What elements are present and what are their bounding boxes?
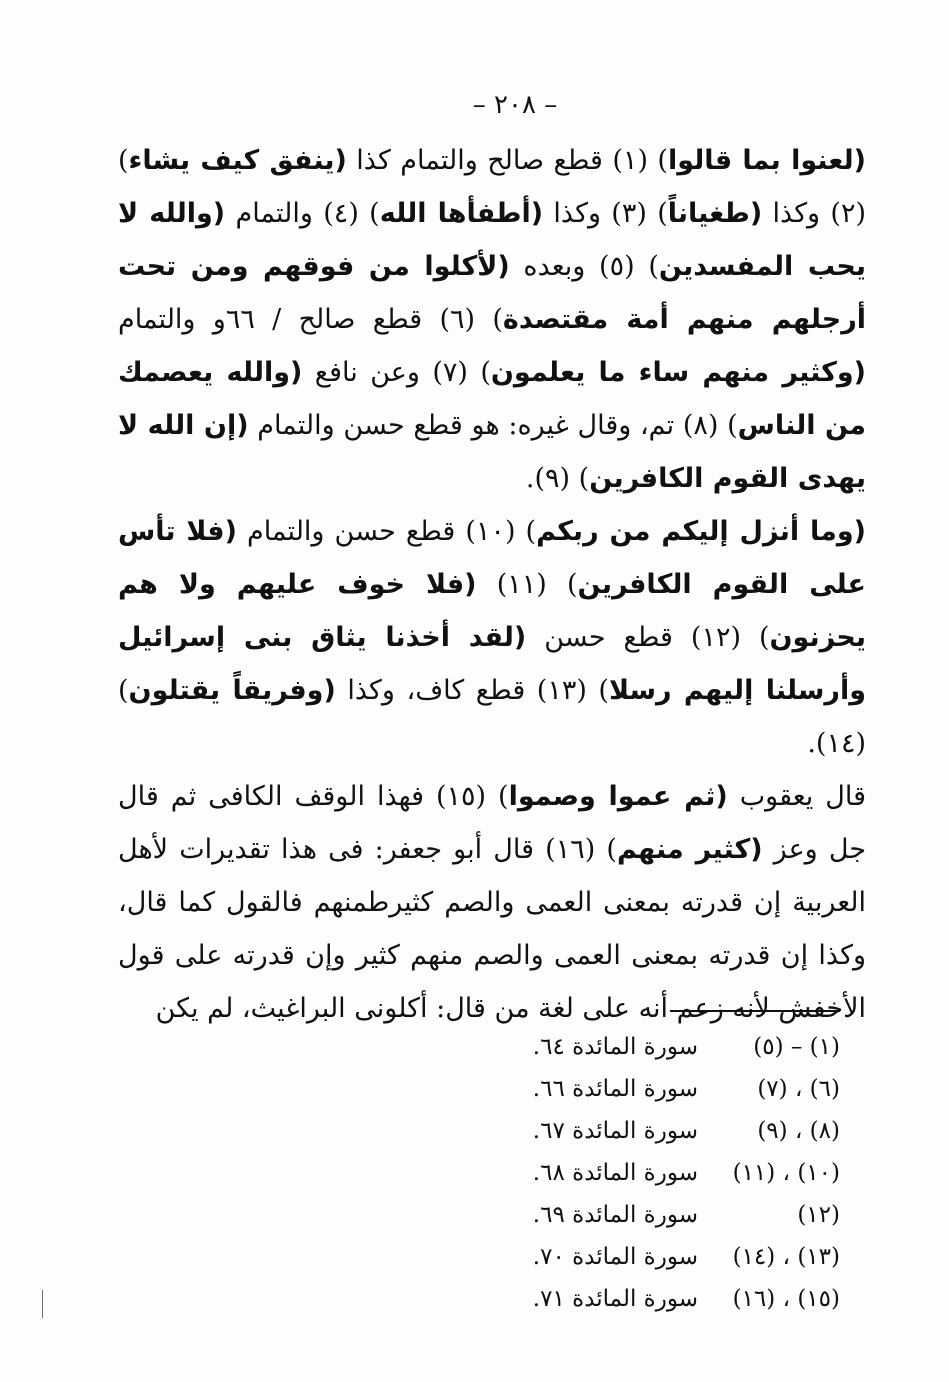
quran-quote: (ينفق كيف يشاء: [128, 145, 347, 176]
quran-quote: (لقد أخذنا يثاق بنى إسرائيل وأرسلنا إليهم رسلا: [118, 622, 867, 706]
quran-quote: (والله لا يحب المفسدين: [118, 198, 866, 282]
footnote-source: سورة المائدة ٦٧.: [532, 1118, 698, 1144]
commentary-text: ) (٧) وعن نافع: [302, 357, 491, 388]
commentary-text: ) (١) قطع صالح والتمام كذا: [346, 145, 668, 176]
footnote-source: سورة المائدة ٦٩.: [532, 1202, 698, 1228]
footnote-row: [500, 1236, 840, 1278]
footnote-row: [500, 1194, 840, 1236]
quran-quote: (كثير منهم: [616, 834, 763, 865]
footnote-source: سورة المائدة ٦٨.: [532, 1160, 698, 1186]
commentary-text: ) (٨) تم، وقال غيره: هو قطع حسن والتمام: [248, 410, 738, 441]
footnote-refs: (٦) ، (٧): [757, 1076, 840, 1102]
commentary-text: ) (٥) وبعده: [509, 251, 659, 282]
commentary-text: قال يعقوب: [727, 781, 867, 812]
commentary-text: ) (١١): [476, 569, 578, 600]
footnote-row: [500, 1110, 840, 1152]
quran-quote: (لعنوا بما قالوا: [667, 145, 866, 176]
commentary-text: ) (١٤).: [118, 675, 866, 759]
page-number: – ٢٠٨ –: [472, 90, 558, 120]
footnote-refs: (١) – (٥): [753, 1034, 840, 1060]
quran-quote: (والله يعصمك من الناس: [118, 357, 866, 441]
quran-quote: (فلا خوف عليهم ولا هم يحزنون: [118, 569, 866, 653]
footnote-refs: (١٠) ، (١١): [732, 1160, 840, 1186]
quran-quote: (إن الله لا يهدى القوم الكافرين: [118, 410, 866, 494]
footnote-row: [500, 1026, 840, 1068]
quran-quote: (طغياناً: [667, 198, 763, 229]
footnote-refs: (٨) ، (٩): [757, 1118, 840, 1144]
footnote-refs: (١٥) ، (١٦): [732, 1286, 840, 1312]
quran-quote: (فلا تأس على القوم الكافرين: [118, 516, 866, 600]
commentary-text: ) (٣) وكذا: [543, 198, 668, 229]
footnotes: [500, 1026, 840, 1320]
footnote-source: سورة المائدة ٧٠.: [532, 1244, 698, 1270]
margin-mark: [42, 1290, 43, 1318]
commentary-text: ) (١٥) فهذا الوقف الكافى ثم قال جل وعز: [118, 781, 867, 865]
quran-quote: (وكثير منهم ساء ما يعلمون: [490, 357, 866, 388]
commentary-text: ) (١٣) قطع كاف، وكذا: [335, 675, 609, 706]
commentary-text: ) (٩).: [525, 463, 590, 494]
footnote-row: [500, 1068, 840, 1110]
main-text: [118, 134, 866, 1035]
paragraph: [118, 505, 866, 770]
footnote-divider: [670, 1010, 840, 1012]
commentary-text: ) (٦) قطع صالح / ٦٦و والتمام: [118, 304, 503, 335]
footnote-row: [500, 1152, 840, 1194]
quran-quote: (لأكلوا من فوقهم ومن تحت أرجلهم منهم أمة مقتصدة: [118, 251, 866, 335]
commentary-text: ) (١٠) قطع حسن والتمام: [236, 516, 537, 547]
paragraph: [118, 770, 866, 1035]
footnote-row: [500, 1278, 840, 1320]
quran-quote: (وفريقاً يقتلون: [128, 675, 336, 706]
footnote-refs: (١٢): [797, 1202, 840, 1228]
footnote-refs: (١٣) ، (١٤): [732, 1244, 840, 1270]
paragraph: [118, 134, 866, 505]
commentary-text: ) (٢) وكذا: [118, 145, 867, 229]
quran-quote: (وما أنزل إليكم من ربكم: [536, 516, 867, 547]
quran-quote: (ثم عموا وصموا: [508, 781, 728, 812]
commentary-text: ) (١٦) قال أبو جعفر: فى هذا تقديرات لأهل العربية إن قدرته بمعنى العمى والصم كثيرطمنهم فالقول كما قال، وكذا إن قدرته بمعنى العمى والصم منهم كثير وإن قدرته على قول الأخفش لأنه زعم أنه على لغة من قال: أكلونى البراغيث، لم يكن: [118, 834, 866, 1024]
footnote-source: سورة المائدة ٦٤.: [532, 1034, 698, 1060]
footnote-source: سورة المائدة ٦٦.: [532, 1076, 698, 1102]
footnote-source: سورة المائدة ٧١.: [532, 1286, 698, 1312]
commentary-text: ) (٤) والتمام: [225, 198, 380, 229]
commentary-text: ) (١٢) قطع حسن: [526, 622, 770, 653]
quran-quote: (أطفأها الله: [379, 198, 544, 229]
